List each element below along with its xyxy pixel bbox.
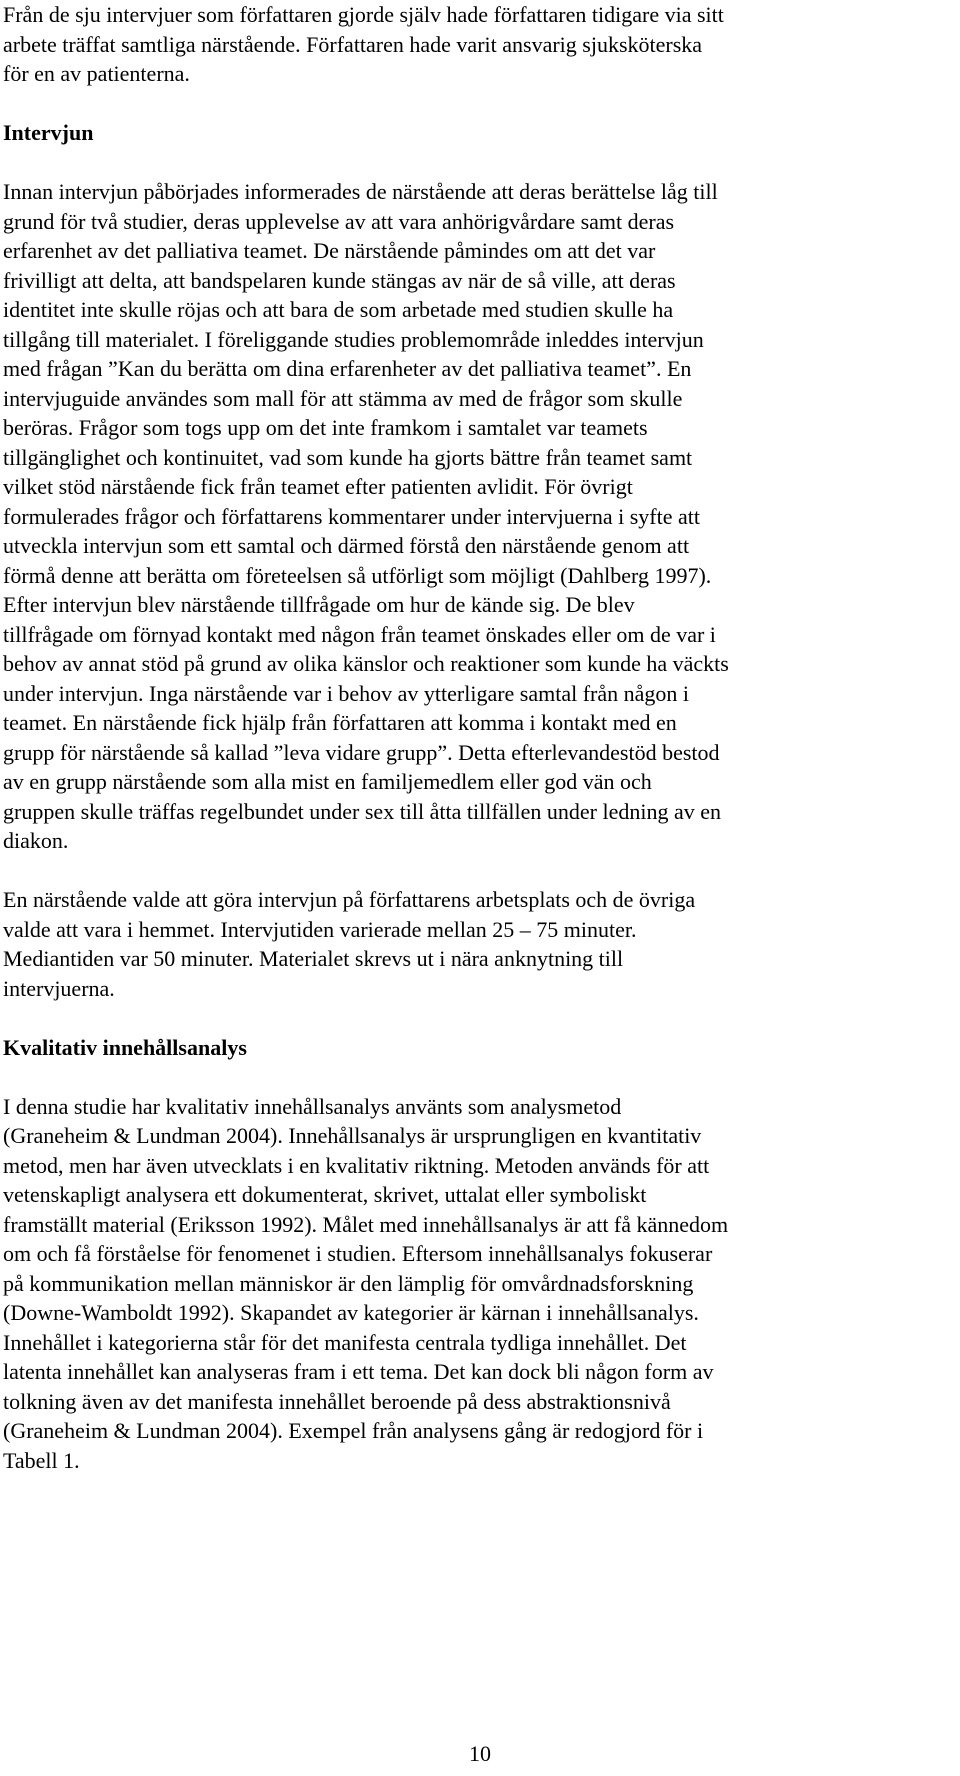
text-line: formulerades frågor och författarens kommentarer under intervjuerna i syfte att (3, 503, 700, 529)
section-heading-kvalitativ-innehallsanalys: Kvalitativ innehållsanalys (3, 1034, 247, 1060)
text-line: av en grupp närstående som alla mist en familjemedlem eller god vän och (3, 769, 652, 794)
text-line: identitet inte skulle röjas och att bara de som arbetade med studien skulle ha (3, 297, 674, 322)
text-line: valde att vara i hemmet. Intervjutiden varierade mellan 25 – 75 minuter. (3, 916, 637, 942)
innehallsanalys-paragraph-1 (3, 1092, 938, 1476)
text-line: med frågan ”Kan du berätta om dina erfarenheter av det palliativa teamet”. En (3, 356, 692, 381)
text-line: intervjuguide användes som mall för att stämma av med de frågor som skulle (3, 385, 683, 411)
text-line: grund för två studier, deras upplevelse av att vara anhörigvårdare samt deras (3, 208, 675, 234)
text-line: beröras. Frågor som togs upp om det inte framkom i samtalet var teamets (3, 415, 648, 440)
text-line: utveckla intervjun som ett samtal och därmed förstå den närstående genom att (3, 533, 690, 558)
spacer (3, 1003, 938, 1033)
text-line: Innehållet i kategorierna står för det manifesta centrala tydliga innehållet. Det (3, 1329, 687, 1355)
document-page (3, 0, 938, 1475)
text-line: tillgång till materialet. I föreliggande studies problemområde inleddes intervjun (3, 326, 704, 352)
text-line: diakon. (3, 828, 69, 853)
spacer (3, 89, 938, 119)
spacer (3, 856, 938, 886)
text-line: vilket stöd närstående fick från teamet efter patienten avlidit. För övrigt (3, 474, 633, 499)
page-number: 10 (469, 1741, 491, 1766)
text-line: Innan intervjun påbörjades informerades de närstående att deras berättelse låg till (3, 179, 718, 204)
text-line: tillgänglighet och kontinuitet, vad som kunde ha gjorts bättre från teamet samt (3, 444, 693, 470)
text-line: En närstående valde att göra intervjun på författarens arbetsplats och de övriga (3, 887, 696, 912)
text-line: grupp för närstående så kallad ”leva vidare grupp”. Detta efterlevandestöd bestod (3, 739, 720, 765)
text-line: vetenskapligt analysera ett dokumenterat, skrivet, uttalat eller symboliskt (3, 1182, 647, 1207)
text-line: latenta innehållet kan analyseras fram i ett tema. Det kan dock bli någon form av (3, 1359, 714, 1384)
text-line: Tabell 1. (3, 1447, 80, 1473)
text-line: förmå denne att berätta om företeelsen så utförligt som möjligt (Dahlberg 1997). (3, 562, 712, 588)
text-line: I denna studie har kvalitativ innehållsanalys använts som analysmetod (3, 1093, 622, 1119)
text-line: för en av patienterna. (3, 61, 190, 86)
text-line: gruppen skulle träffas regelbundet under sex till åtta tillfällen under ledning av en (3, 798, 722, 824)
intervjun-paragraph-2 (3, 885, 938, 1003)
text-line: behov av annat stöd på grund av olika känslor och reaktioner som kunde ha väckts (3, 651, 729, 676)
text-line: (Graneheim & Lundman 2004). Innehållsanalys är ursprungligen en kvantitativ (3, 1123, 702, 1148)
text-line: erfarenhet av det palliativa teamet. De närstående påmindes om att det var (3, 238, 656, 263)
text-line: frivilligt att delta, att bandspelaren kunde stängas av när de så ville, att deras (3, 267, 676, 293)
intro-paragraph (3, 0, 938, 89)
text-line: Mediantiden var 50 minuter. Materialet skrevs ut i nära anknytning till (3, 946, 624, 971)
text-line: metod, men har även utvecklats i en kvalitativ riktning. Metoden används för att (3, 1152, 710, 1178)
text-line: teamet. En närstående fick hjälp från författaren att komma i kontakt med en (3, 710, 677, 735)
text-line: Från de sju intervjuer som författaren gjorde själv hade författaren tidigare via sitt (3, 2, 724, 27)
text-line: om och få förståelse för fenomenet i studien. Eftersom innehållsanalys fokuserar (3, 1241, 713, 1266)
spacer (3, 148, 938, 178)
text-line: arbete träffat samtliga närstående. Författaren hade varit ansvarig sjuksköterska (3, 31, 703, 57)
text-line: under intervjun. Inga närstående var i behov av ytterligare samtal från någon i (3, 680, 690, 706)
text-line: Efter intervjun blev närstående tillfrågade om hur de kände sig. De blev (3, 592, 635, 617)
text-line: tillfrågade om förnyad kontakt med någon från teamet önskades eller om de var i (3, 621, 716, 647)
intervjun-paragraph-1 (3, 177, 938, 856)
text-line: tolkning även av det manifesta innehållet beroende på dess abstraktionsnivå (3, 1388, 671, 1414)
text-line: på kommunikation mellan människor är den lämplig för omvårdnadsforskning (3, 1270, 694, 1296)
section-heading-intervjun: Intervjun (3, 120, 94, 145)
text-line: (Graneheim & Lundman 2004). Exempel från analysens gång är redogjord för i (3, 1418, 704, 1443)
text-line: (Downe-Wamboldt 1992). Skapandet av kategorier är kärnan i innehållsanalys. (3, 1300, 699, 1325)
text-line: framställt material (Eriksson 1992). Målet med innehållsanalys är att få kännedom (3, 1211, 729, 1237)
text-line: intervjuerna. (3, 975, 115, 1001)
spacer (3, 1062, 938, 1092)
